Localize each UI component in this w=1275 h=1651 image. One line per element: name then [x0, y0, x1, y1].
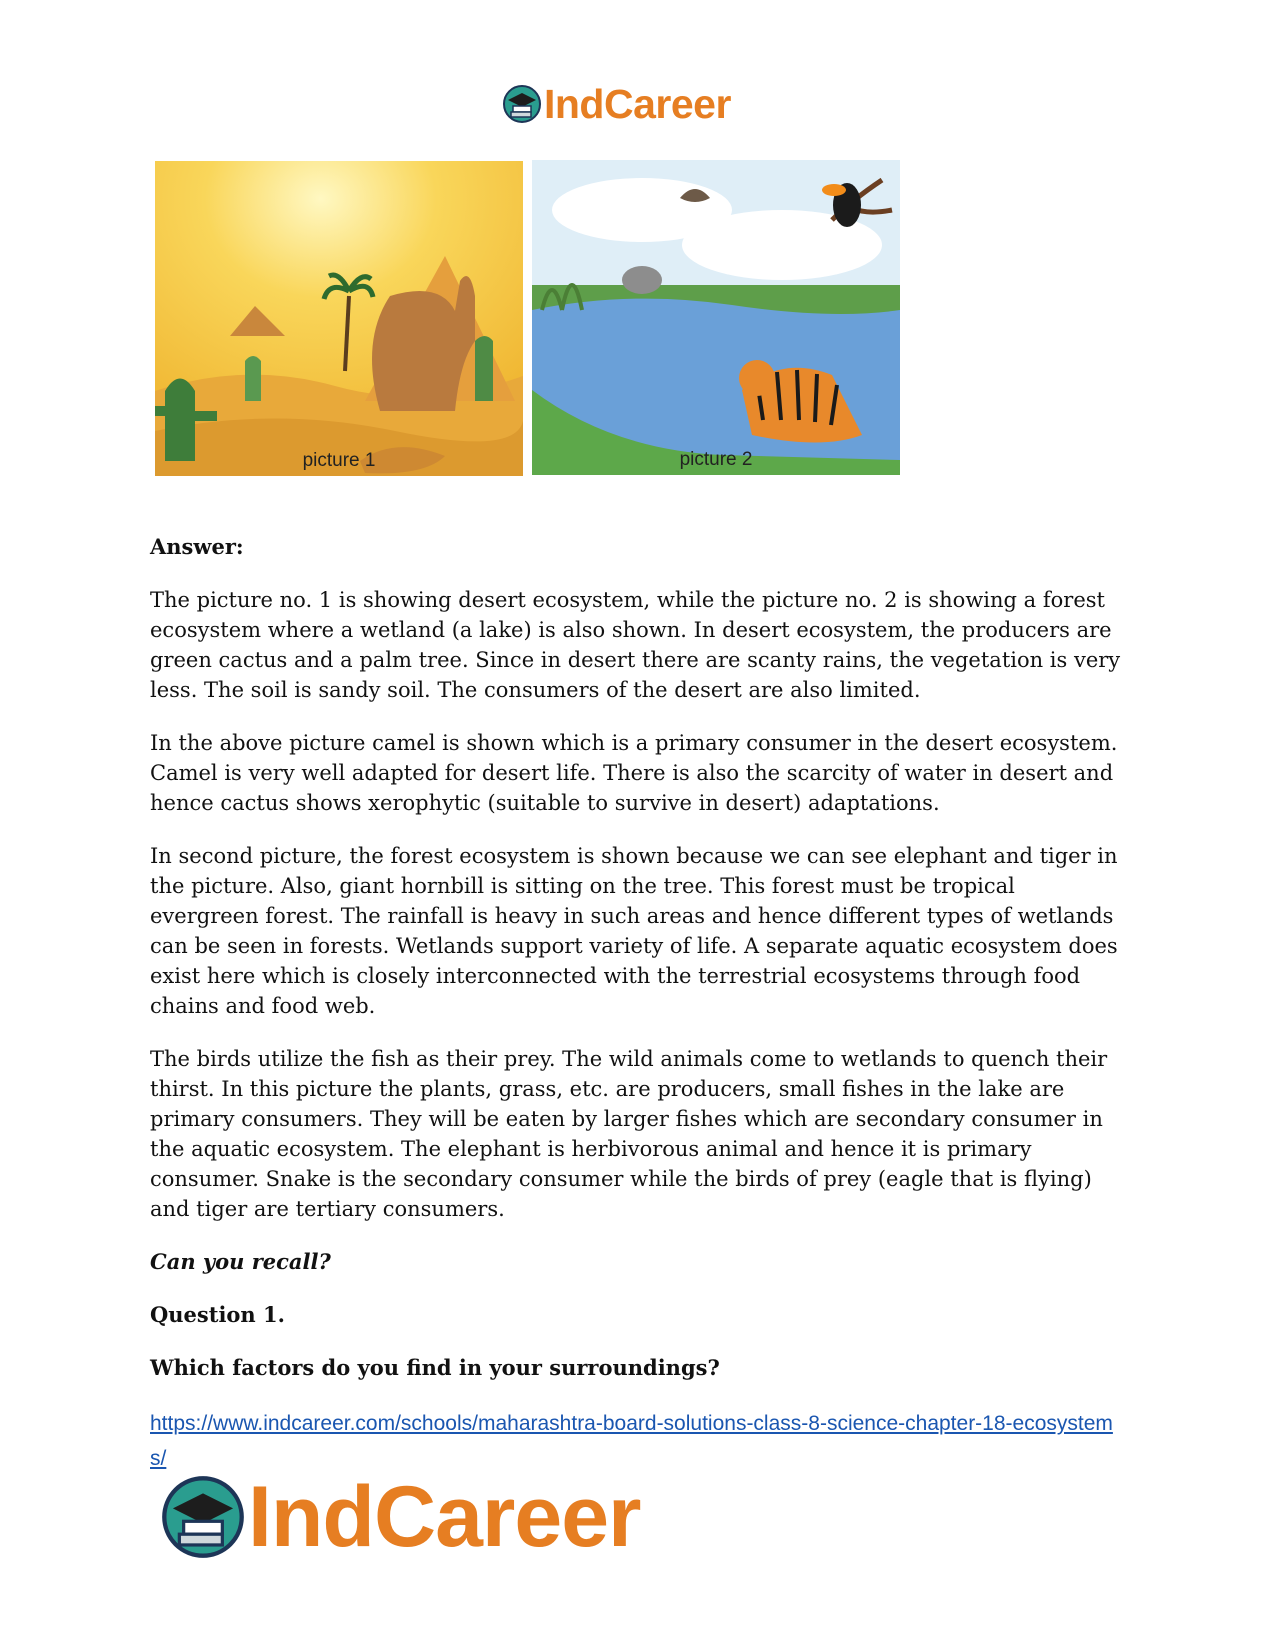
forest-wetland-image — [532, 160, 900, 475]
question-text: Which factors do you find in your surroundings? — [150, 1355, 720, 1380]
recall-heading: Can you recall? — [150, 1249, 331, 1274]
answer-paragraph-3: In second picture, the forest ecosystem is shown because we can see elephant and tiger in the picture. Also, giant hornbill is sitting on the tree. This forest must be tropical evergreen forest. The rainfall is heavy in such areas and hence different types of wetlands can be seen in forests. Wetlands support variety of life. A separate aquatic ecosystem does exist here which is closely interconnected with the terrestrial ecosystems through food chains and food web. — [150, 844, 1118, 1018]
brand-logo-text: IndCareer — [248, 1468, 641, 1565]
brand-logo-top — [502, 80, 731, 128]
answer-label: Answer: — [150, 534, 244, 559]
picture-2-caption: picture 2 — [679, 449, 753, 470]
answer-content — [150, 532, 1130, 1476]
question-label: Question 1. — [150, 1302, 285, 1327]
globe-cap-icon — [502, 84, 542, 124]
answer-paragraph-1: The picture no. 1 is showing desert ecosystem, while the picture no. 2 is showing a forest ecosystem where a wetland (a lake) is also shown. In desert ecosystem, the producers are green cactus and a palm tree. Since in desert there are scanty rains, the vegetation is very less. The soil is sandy soil. The consumers of the desert are also limited. — [150, 588, 1121, 702]
brand-logo-text: IndCareer — [544, 80, 731, 127]
source-link[interactable]: https://www.indcareer.com/schools/maharashtra-board-solutions-class-8-science-chapter-18-ecosystems/ — [150, 1412, 1113, 1470]
brand-logo-bottom — [160, 1462, 641, 1572]
picture-1-caption: picture 1 — [302, 450, 376, 471]
desert-ecosystem-image — [155, 161, 523, 476]
answer-paragraph-2: In the above picture camel is shown which is a primary consumer in the desert ecosystem. Camel is very well adapted for desert life. There is also the scarcity of water in desert and hence cactus shows xerophytic (suitable to survive in desert) adaptations. — [150, 731, 1118, 815]
answer-paragraph-4: The birds utilize the fish as their prey. The wild animals come to wetlands to quench their thirst. In this picture the plants, grass, etc. are producers, small fishes in the lake are primary consumers. They will be eaten by larger fishes which are secondary consumer in the aquatic ecosystem. The elephant is herbivorous animal and hence it is primary consumer. Snake is the secondary consumer while the birds of prey (eagle that is flying) and tiger are tertiary consumers. — [150, 1047, 1108, 1221]
globe-cap-icon — [160, 1474, 246, 1560]
